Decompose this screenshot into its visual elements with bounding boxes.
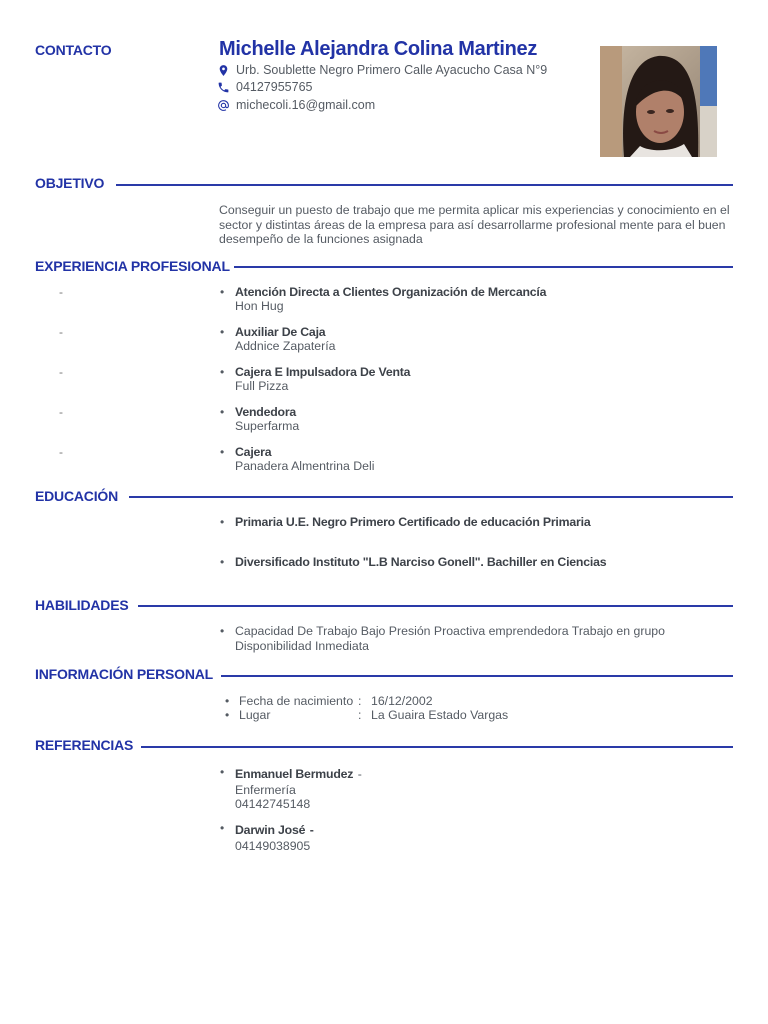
bullet-icon: • — [220, 555, 225, 569]
reference-phone: 04142745148 — [235, 797, 311, 811]
objective-text: Conseguir un puesto de trabajo que me permita aplicar mis experiencias y conocimiento en el sector y distintas áreas de la empresa para así desarrollarme profesional mente para el buen desempeño de la funciones asignada — [219, 203, 730, 246]
field-value: La Guaira Estado Vargas — [371, 708, 509, 722]
address-text: Urb. Soublette Negro Primero Calle Ayacucho Casa N°9 — [236, 63, 548, 77]
field-separator: : — [358, 694, 362, 708]
skills-item — [0, 624, 768, 656]
job-title: Auxiliar De Caja — [235, 325, 326, 339]
date-dash: - — [59, 325, 63, 339]
profile-photo — [600, 46, 717, 157]
job-title: Vendedora — [235, 405, 297, 419]
education-entry: Diversificado Instituto "L.B Narciso Gonell". Bachiller en Ciencias — [235, 555, 607, 569]
bullet-icon: • — [225, 708, 230, 722]
skills-text: Capacidad De Trabajo Bajo Presión Proactiva emprendedora Trabajo en grupo Disponibilidad Inmediata — [235, 624, 665, 653]
experience-item — [0, 365, 768, 405]
section-divider — [221, 675, 733, 677]
bullet-icon: • — [220, 765, 225, 779]
reference-name: Enmanuel Bermudez — [235, 767, 354, 781]
section-divider — [116, 184, 733, 186]
candidate-name: Michelle Alejandra Colina Martinez — [219, 38, 538, 60]
section-divider — [141, 746, 733, 748]
company-name: Full Pizza — [235, 379, 289, 393]
company-name: Panadera Almentrina Deli — [235, 459, 375, 473]
bullet-icon: • — [220, 515, 225, 529]
phone-icon — [216, 80, 230, 94]
experience-item — [0, 405, 768, 445]
bullet-icon: • — [220, 285, 225, 299]
address-line — [216, 62, 547, 78]
bullet-icon: • — [220, 445, 225, 459]
section-divider — [129, 496, 733, 498]
bullet-icon: • — [225, 694, 230, 708]
company-name: Superfarma — [235, 419, 300, 433]
company-name: Addnice Zapatería — [235, 339, 336, 353]
job-title: Cajera — [235, 445, 272, 459]
date-dash: - — [59, 445, 63, 459]
job-title: Cajera E Impulsadora De Venta — [235, 365, 411, 379]
objective-heading: OBJETIVO — [35, 175, 105, 191]
bullet-icon: • — [220, 624, 225, 638]
date-dash: - — [59, 365, 63, 379]
bullet-icon: • — [220, 365, 225, 379]
bullet-icon: • — [220, 821, 225, 835]
experience-item — [0, 325, 768, 365]
references-heading: REFERENCIAS — [35, 737, 134, 753]
education-item — [0, 555, 768, 575]
education-entry: Primaria U.E. Negro Primero Certificado de educación Primaria — [235, 515, 591, 529]
skills-heading: HABILIDADES — [35, 597, 129, 613]
experience-item — [0, 285, 768, 325]
personal-info-row — [0, 708, 768, 724]
location-pin-icon — [216, 63, 230, 77]
bullet-icon: • — [220, 405, 225, 419]
education-heading: EDUCACIÓN — [35, 488, 118, 504]
education-item — [0, 515, 768, 535]
email-line — [216, 97, 375, 113]
job-title: Atención Directa a Clientes Organización de Mercancía — [235, 285, 547, 299]
reference-role: Enfermería — [235, 783, 296, 797]
bullet-icon: • — [220, 325, 225, 339]
phone-line — [216, 79, 312, 95]
experience-item — [0, 445, 768, 485]
reference-phone: 04149038905 — [235, 839, 311, 853]
reference-item — [0, 765, 768, 811]
field-label: Lugar — [239, 708, 271, 722]
personal-info-heading: INFORMACIÓN PERSONAL — [35, 666, 214, 682]
at-sign-icon — [216, 98, 230, 112]
field-label: Fecha de nacimiento — [239, 694, 354, 708]
section-divider — [138, 605, 733, 607]
experience-heading: EXPERIENCIA PROFESIONAL — [35, 258, 230, 274]
phone-text: 04127955765 — [236, 80, 313, 94]
field-separator: : — [358, 708, 362, 722]
reference-dash: - — [309, 823, 314, 837]
company-name: Hon Hug — [235, 299, 284, 313]
email-text: michecoli.16@gmail.com — [236, 98, 376, 112]
reference-item — [0, 821, 768, 853]
date-dash: - — [59, 405, 63, 419]
section-divider — [234, 266, 733, 268]
contact-heading: CONTACTO — [35, 42, 112, 58]
date-dash: - — [59, 285, 63, 299]
reference-name: Darwin José — [235, 823, 306, 837]
reference-dash: - — [357, 767, 362, 781]
field-value: 16/12/2002 — [371, 694, 433, 708]
